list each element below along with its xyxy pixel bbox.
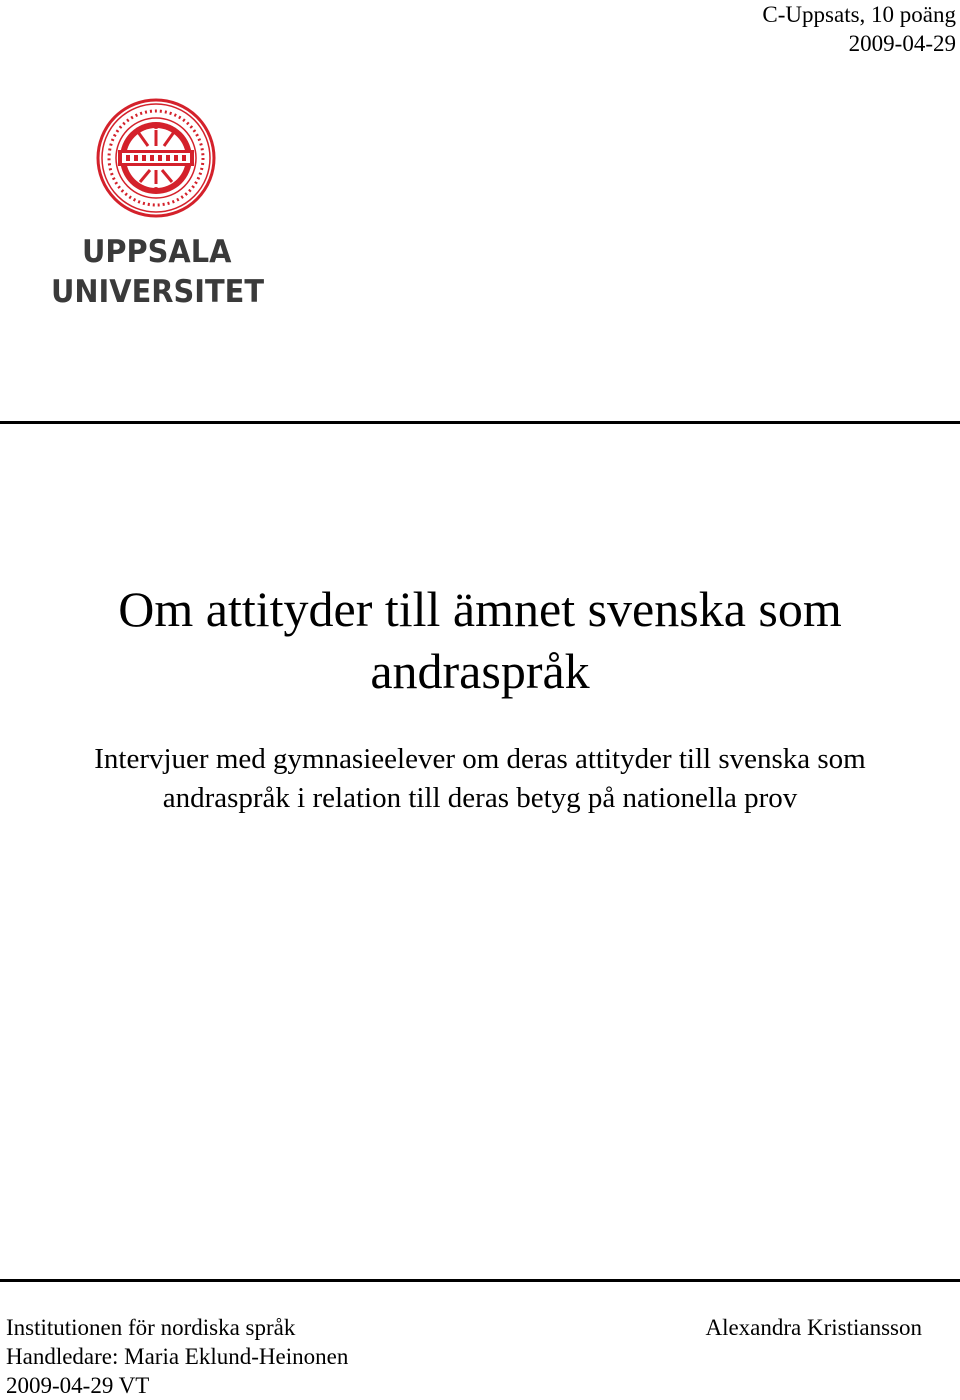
subtitle-line-2: andraspråk i relation till deras betyg på nationella prov [162, 782, 798, 814]
logo-uppsala-text: UPPSALA [82, 234, 232, 270]
author-name: Alexandra Kristiansson [705, 1315, 922, 1340]
document-title [0, 578, 960, 702]
header-meta [762, 0, 956, 58]
footer-info [6, 1313, 348, 1400]
title-line-2: andraspråk [370, 643, 590, 699]
course-label: C-Uppsats, 10 poäng [762, 2, 956, 27]
university-seal-icon [50, 98, 270, 220]
bottom-divider [0, 1279, 960, 1282]
term-label: 2009-04-29 VT [6, 1373, 150, 1398]
header-date: 2009-04-29 [848, 31, 956, 56]
top-divider [0, 421, 960, 424]
institution-label: Institutionen för nordiska språk [6, 1315, 296, 1340]
title-line-1: Om attityder till ämnet svenska som [118, 581, 842, 637]
document-subtitle [0, 740, 960, 818]
university-logo [50, 98, 270, 313]
logo-universitet-text: UNIVERSITET [51, 274, 264, 310]
supervisor-label: Handledare: Maria Eklund-Heinonen [6, 1344, 349, 1369]
subtitle-line-1: Intervjuer med gymnasieelever om deras attityder till svenska som [94, 743, 866, 775]
